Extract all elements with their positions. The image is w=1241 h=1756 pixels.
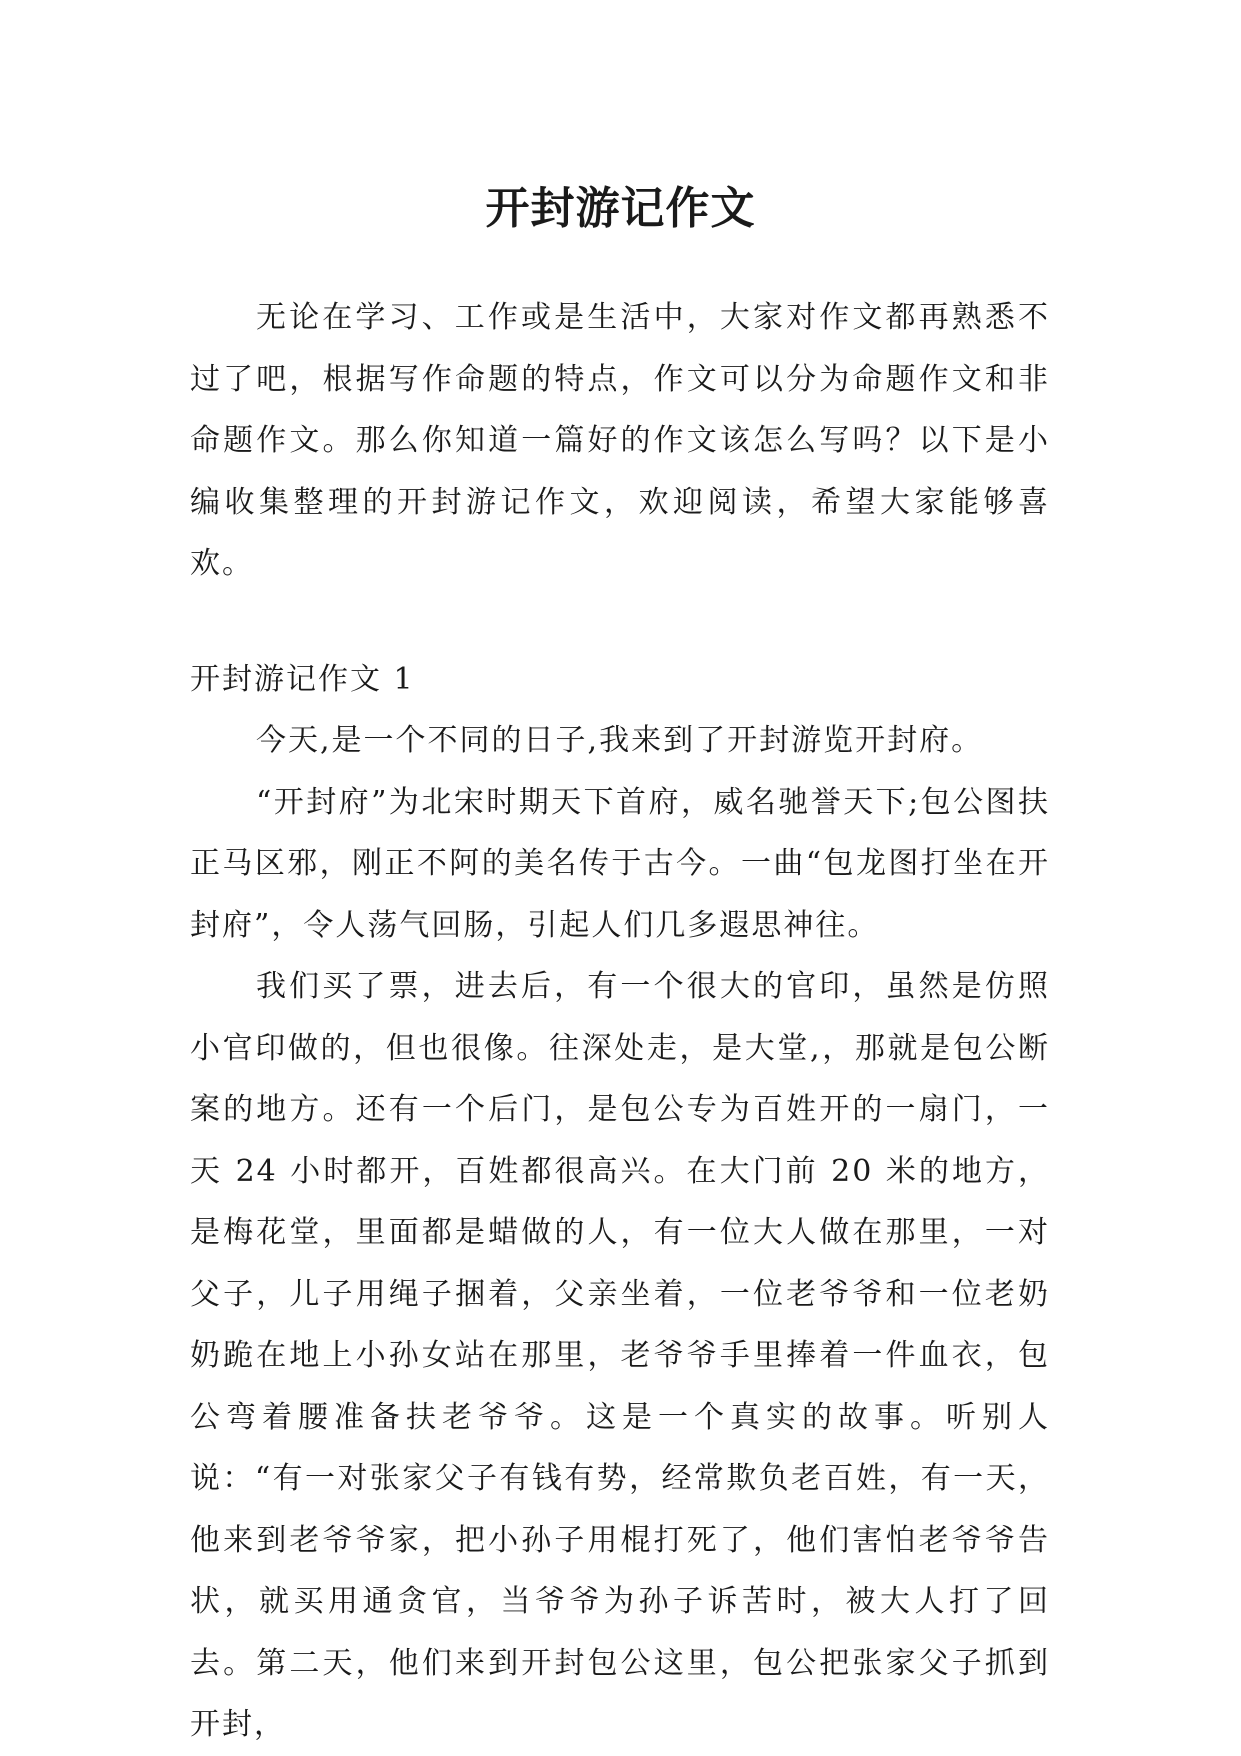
section-heading: 开封游记作文 1 xyxy=(190,661,415,697)
section-spacer xyxy=(190,595,1050,649)
document-title: 开封游记作文 xyxy=(485,183,756,235)
body-paragraph-2: “开封府”为北宋时期天下首府，威名驰誉天下;包公图扶正马区邪，刚正不阿的美名传于古今。一曲“包龙图打坐在开封府”，令人荡气回肠，引起人们几多遐思神往。 xyxy=(190,784,1050,943)
document-body xyxy=(190,287,1050,1756)
body-paragraph-3: 我们买了票，进去后，有一个很大的官印，虽然是仿照小官印做的，但也很像。往深处走，是大堂,，那就是包公断案的地方。还有一个后门，是包公专为百姓开的一扇门，一天 24 小时都开，百姓都很高兴。在大门前 20 米的地方，是梅花堂，里面都是蜡做的人，有一位大人做在那里，一对父子，儿子用绳子捆着，父亲坐着，一位老爷爷和一位老奶奶跪在地上小孙女站在那里，老爷爷手里捧着一件血衣，包公弯着腰准备扶老爷爷。这是一个真实的故事。听别人说：“有一对张家父子有钱有势，经常欺负老百姓，有一天，他来到老爷爷家，把小孙子用棍打死了，他们害怕老爷爷告状，就买用通贪官，当爷爷为孙子诉苦时，被大人打了回去。第二天，他们来到开封包公这里，包公把张家父子抓到开封， xyxy=(190,969,1050,1742)
body-paragraph-1: 今天,是一个不同的日子,我来到了开封游览开封府。 xyxy=(256,723,984,758)
intro-paragraph: 无论在学习、工作或是生活中，大家对作文都再熟悉不过了吧，根据写作命题的特点，作文可以分为命题作文和非命题作文。那么你知道一篇好的作文该怎么写吗？以下是小编收集整理的开封游记作文，欢迎阅读，希望大家能够喜欢。 xyxy=(190,300,1050,581)
